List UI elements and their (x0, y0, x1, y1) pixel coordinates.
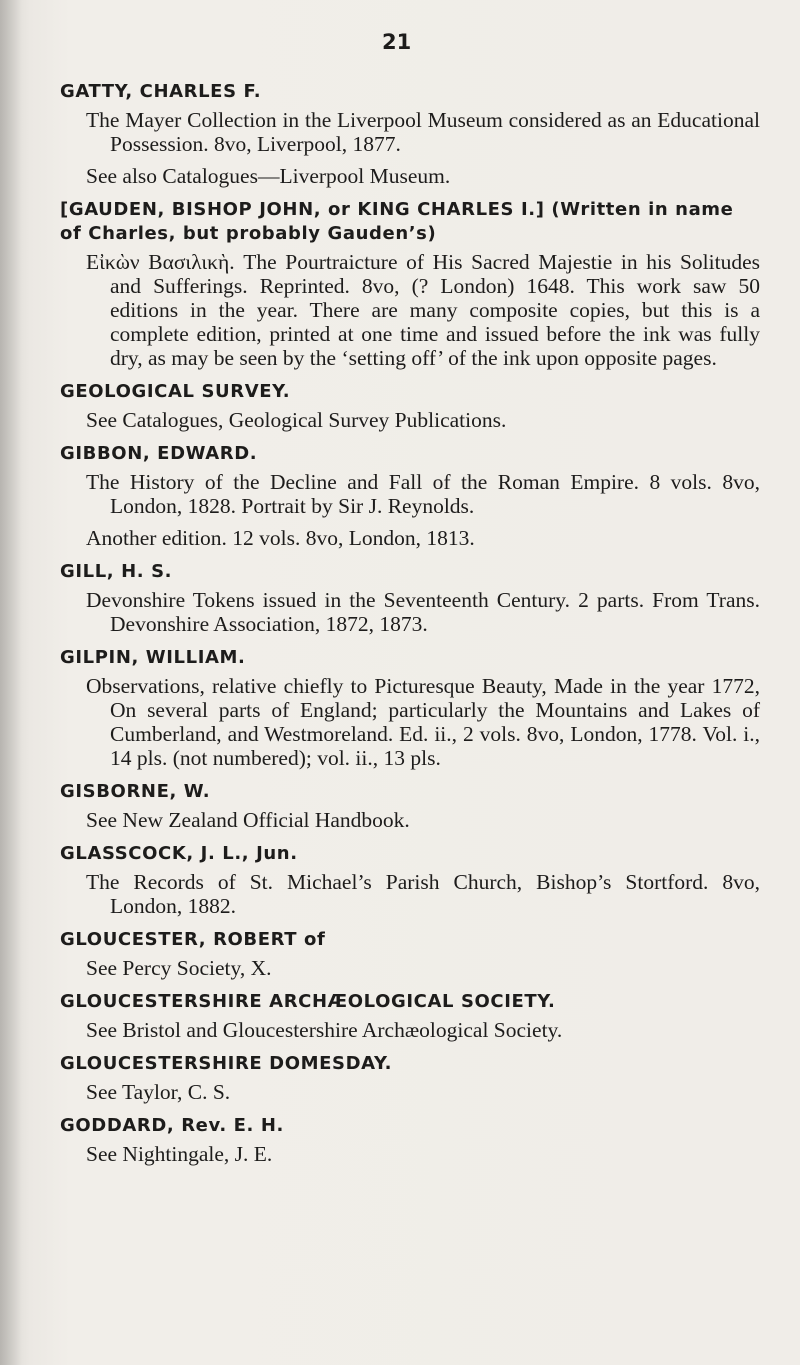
catalogue-entry (60, 842, 760, 918)
entry-text: The History of the Decline and Fall of the Roman Empire. 8 vols. 8vo, London, 1828. Portrait by Sir J. Reynolds. (86, 470, 760, 518)
entry-text: Observations, relative chiefly to Picturesque Beauty, Made in the year 1772, On several parts of England; particularly the Mountains and Lakes of Cumberland, and Westmoreland. Ed. ii., 2 vols. 8vo, London, 1778. Vol. i., 14 pls. (not numbered); vol. ii., 13 pls. (86, 674, 760, 770)
entry-text: See Nightingale, J. E. (86, 1142, 273, 1166)
catalogue-entries (60, 80, 760, 1166)
catalogue-entry (60, 780, 760, 832)
entry-heading: GLOUCESTERSHIRE ARCHÆOLOGICAL SOCIETY. (60, 991, 556, 1012)
entry-heading: GIBBON, EDWARD. (60, 443, 258, 464)
entry-text: See New Zealand Official Handbook. (86, 808, 410, 832)
catalogue-entry (60, 380, 760, 432)
entry-text: See Taylor, C. S. (86, 1080, 231, 1104)
entry-text: Another edition. 12 vols. 8vo, London, 1813. (86, 526, 475, 550)
entry-heading: GISBORNE, W. (60, 781, 211, 802)
entry-heading: GLOUCESTERSHIRE DOMESDAY. (60, 1053, 393, 1074)
page-number: 21 (382, 30, 412, 54)
entry-heading: GATTY, CHARLES F. (60, 81, 262, 102)
entry-heading: GILL, H. S. (60, 561, 173, 582)
entry-text: The Mayer Collection in the Liverpool Museum considered as an Educational Possession. 8vo, Liverpool, 1877. (86, 108, 760, 156)
catalogue-entry (60, 990, 760, 1042)
catalogue-entry (60, 560, 760, 636)
entry-heading: GLASSCOCK, J. L., Jun. (60, 843, 298, 864)
entry-heading: GODDARD, Rev. E. H. (60, 1115, 284, 1136)
catalogue-entry (60, 928, 760, 980)
entry-heading: [GAUDEN, BISHOP JOHN, or KING CHARLES I.] (Written in name of Charles, but probably Gauden’s) (60, 199, 734, 244)
entry-text: See Percy Society, X. (86, 956, 272, 980)
entry-heading: GEOLOGICAL SURVEY. (60, 381, 291, 402)
entry-text: Devonshire Tokens issued in the Seventeenth Century. 2 parts. From Trans. Devonshire Association, 1872, 1873. (86, 588, 760, 636)
entry-text: See Catalogues, Geological Survey Publications. (86, 408, 507, 432)
catalogue-entry (60, 646, 760, 770)
entry-heading: GLOUCESTER, ROBERT of (60, 929, 326, 950)
entry-text: Εἰκὼν Βασιλικὴ. The Pourtraicture of His Sacred Majestie in his Solitudes and Sufferings. Reprinted. 8vo, (? London) 1648. This work saw 50 editions in the year. There are many composite copies, but this is a complete edition, printed at one time and issued before the ink was fully dry, as may be seen by the ‘setting off’ of the ink upon opposite pages. (86, 250, 760, 370)
entry-heading: GILPIN, WILLIAM. (60, 647, 246, 668)
entry-text: The Records of St. Michael’s Parish Church, Bishop’s Stortford. 8vo, London, 1882. (86, 870, 760, 918)
entry-text: See Bristol and Gloucestershire Archæological Society. (86, 1018, 563, 1042)
catalogue-entry (60, 1052, 760, 1104)
entry-text: See also Catalogues—Liverpool Museum. (86, 164, 451, 188)
catalogue-entry (60, 198, 760, 370)
catalogue-entry (60, 442, 760, 550)
catalogue-entry (60, 80, 760, 188)
catalogue-entry (60, 1114, 760, 1166)
binding-edge-shadow (0, 0, 22, 1365)
